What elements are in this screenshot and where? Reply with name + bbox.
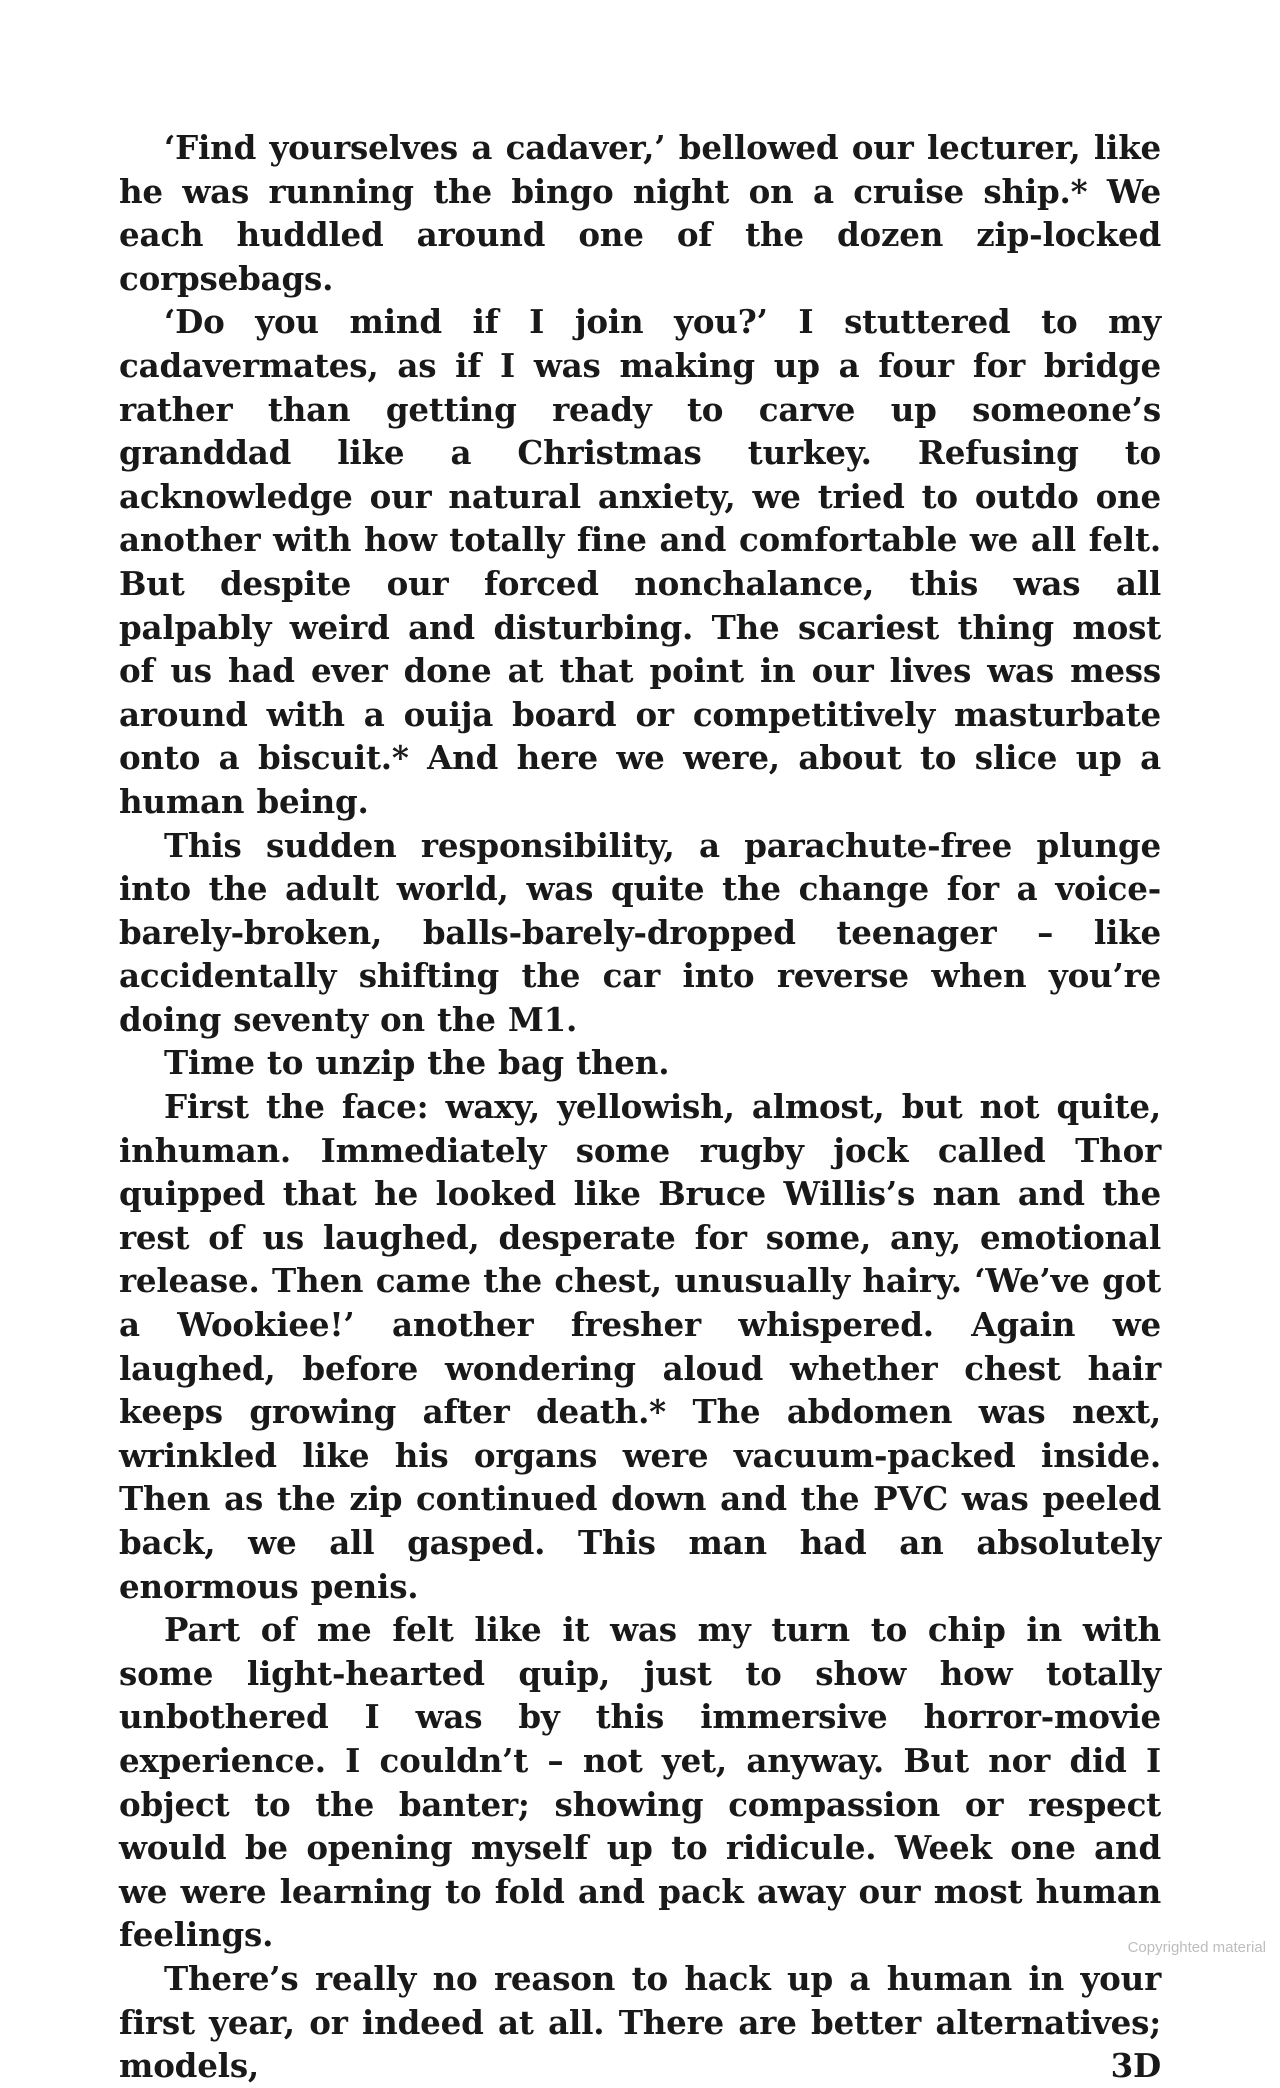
paragraph: First the face: waxy, yellowish, almost, but not quite, inhuman. Immediately some rugby jock called Thor quipped that he looked like Bruce Willis’s nan and the rest of us laughed, desperate for some, any, emotional release. Then came the chest, unusually hairy. ‘We’ve got a Wookiee!’ another fresher whispered. Again we laughed, before wondering aloud whether chest hair keeps growing after death.* The abdomen was next, wrinkled like his organs were vacuum-packed inside. Then as the zip continued down and the PVC was peeled back, we all gasped. This man had an absolutely enormous penis. <box>119 1087 1161 1606</box>
paragraph: Time to unzip the bag then. <box>164 1043 670 1083</box>
paragraph: This sudden responsibility, a parachute-free plunge into the adult world, was quite the change for a voice-barely-broken, balls-barely-dropped teenager – like accidentally shifting the car into reverse when you’re doing seventy on the M1. <box>119 825 1161 1039</box>
paragraph: ‘Find yourselves a cadaver,’ bellowed our lecturer, like he was running the bingo night on a cruise ship.* We each huddled around one of the dozen zip-locked corpsebags. <box>119 128 1161 298</box>
copyright-watermark: Copyrighted material <box>1127 1939 1266 1956</box>
paragraph: ‘Do you mind if I join you?’ I stuttered to my cadavermates, as if I was making up a four for bridge rather than getting ready to carve up someone’s granddad like a Christmas turkey. Refusing to acknowledge our natural anxiety, we tried to outdo one another with how totally fine and comfortable we all felt. But despite our forced nonchalance, this was all palpably weird and disturbing. The scariest thing most of us had ever done at that point in our lives was mess around with a ouija board or competitively masturbate onto a biscuit.* And here we were, about to slice up a human being. <box>119 302 1161 821</box>
paragraph: Part of me felt like it was my turn to chip in with some light-hearted quip, just to show how totally unbothered I was by this immersive horror-movie experience. I couldn’t – not yet, anyway. But nor did I object to the banter; showing compassion or respect would be opening myself up to ridicule. Week one and we were learning to fold and pack away our most human feelings. <box>119 1610 1161 1955</box>
page-text-block <box>119 126 1161 2088</box>
paragraph: There’s really no reason to hack up a human in your first year, or indeed at all. There are better alternatives; models, 3D <box>119 1958 1161 2086</box>
